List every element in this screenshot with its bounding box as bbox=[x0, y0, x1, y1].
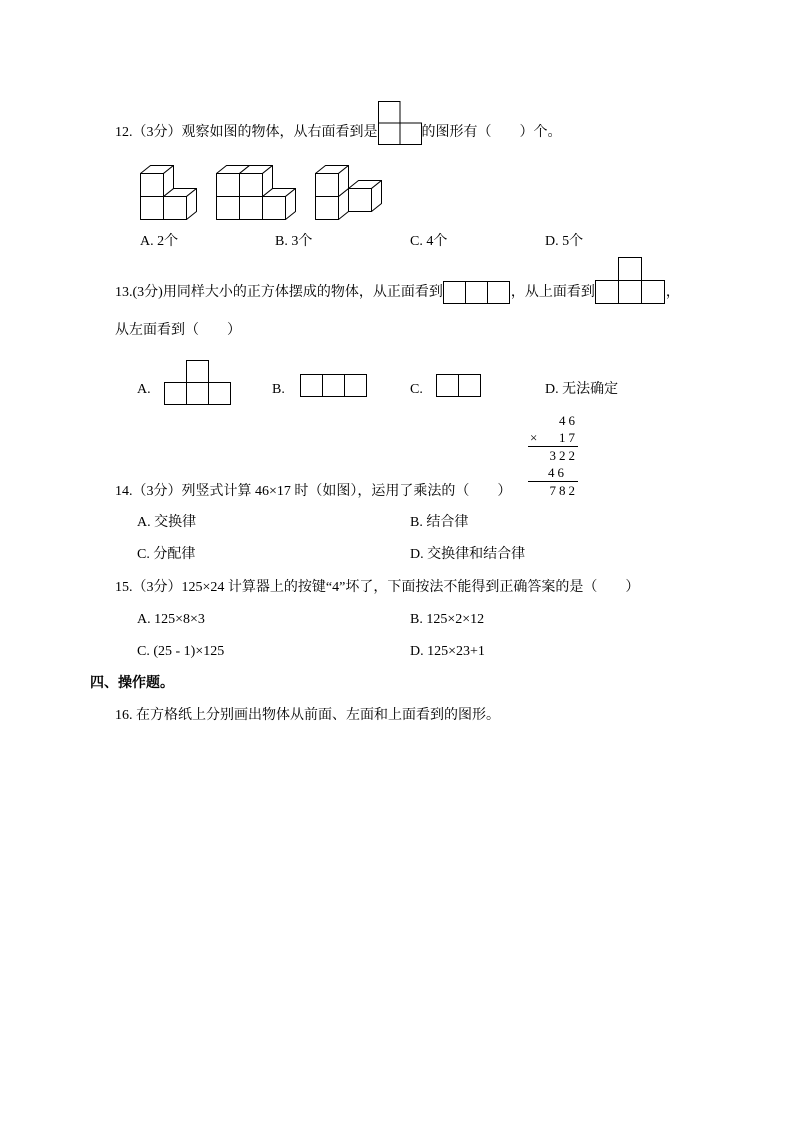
q13-option-b-label: B. bbox=[272, 382, 285, 398]
q12-cube-figure-2 bbox=[216, 164, 297, 221]
q14-options bbox=[137, 513, 697, 564]
q13-option-d: D. 无法确定 bbox=[545, 382, 619, 398]
question-12 bbox=[115, 99, 562, 145]
q13-option-a-label: A. bbox=[137, 382, 151, 398]
q13-text-part2: ，从上面看到 bbox=[510, 285, 595, 301]
q14-option-a: A. 交换律 bbox=[137, 515, 197, 530]
mult-partial-product-1: 322 bbox=[528, 446, 578, 464]
q12-option-a: A. 2个 bbox=[140, 234, 179, 249]
q13-options bbox=[137, 360, 757, 406]
q13-top-view-shape bbox=[595, 257, 666, 305]
q15-option-c: C. (25 - 1)×125 bbox=[137, 643, 225, 659]
q14-option-d: D. 交换律和结合律 bbox=[410, 546, 526, 562]
mult-multiplier-row bbox=[528, 429, 578, 446]
q12-option-b: B. 3个 bbox=[275, 234, 313, 249]
q12-options bbox=[140, 232, 700, 252]
q12-cube-figures bbox=[140, 164, 383, 221]
q13-option-c-shape bbox=[436, 374, 482, 398]
multiply-sign: × bbox=[530, 430, 541, 445]
q13-option-a-shape bbox=[164, 360, 232, 406]
q14-option-b: B. 结合律 bbox=[410, 515, 469, 530]
section-4-heading: 四、操作题。 bbox=[90, 676, 174, 691]
q13-front-view-shape bbox=[443, 281, 511, 305]
question-14-text: 14.（3分）列竖式计算 46×17 时（如图），运用了乘法的（ ） bbox=[115, 484, 512, 499]
mult-multiplier: 17 bbox=[559, 430, 578, 445]
q15-options bbox=[137, 610, 697, 661]
q15-option-d: D. 125×23+1 bbox=[410, 643, 485, 659]
q12-option-c: C. 4个 bbox=[410, 234, 448, 249]
q12-target-view-shape bbox=[378, 101, 422, 145]
q13-option-c-label: C. bbox=[410, 382, 423, 398]
question-16-text: 16. 在方格纸上分别画出物体从前面、左面和上面看到的图形。 bbox=[115, 708, 500, 723]
q15-option-b: B. 125×2×12 bbox=[410, 612, 485, 627]
mult-multiplicand: 46 bbox=[559, 413, 578, 428]
question-15-text: 15.（3分）125×24 计算器上的按键“4”坏了，下面按法不能得到正确答案的是（ ） bbox=[115, 580, 640, 595]
q15-option-a: A. 125×8×3 bbox=[137, 612, 205, 627]
mult-product: 782 bbox=[528, 481, 578, 499]
q13-text-part3: ， bbox=[665, 285, 680, 301]
question-13 bbox=[115, 257, 680, 305]
multiplication-column-work bbox=[528, 412, 578, 499]
q12-text-suffix: 的图形有（ ）个。 bbox=[421, 125, 562, 141]
q13-option-b-shape bbox=[300, 374, 368, 398]
q12-option-d: D. 5个 bbox=[545, 234, 584, 249]
q14-option-c: C. 分配律 bbox=[137, 546, 196, 562]
q13-text-part1: 13.(3分)用同样大小的正方体摆成的物体，从正面看到 bbox=[115, 285, 443, 301]
q13-text-line2: 从左面看到（ ） bbox=[115, 323, 241, 338]
q12-cube-figure-3 bbox=[315, 164, 383, 221]
q12-cube-figure-1 bbox=[140, 164, 198, 221]
q12-text-prefix: 12.（3分）观察如图的物体，从右面看到是 bbox=[115, 125, 378, 141]
mult-partial-product-2: 46 bbox=[548, 465, 567, 480]
